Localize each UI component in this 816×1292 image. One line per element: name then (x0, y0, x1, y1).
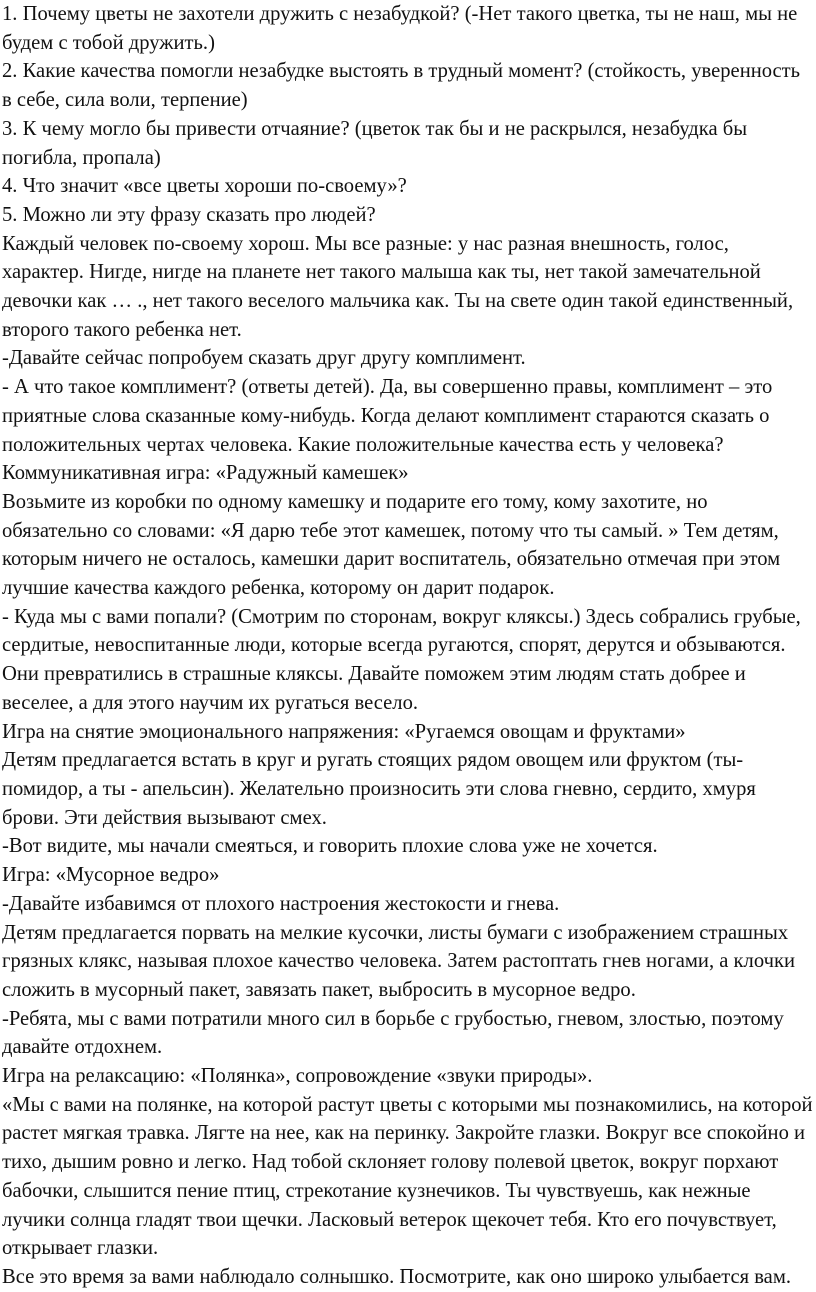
paragraph-compliment-intro: -Давайте сейчас попробуем сказать друг другу комплимент. (2, 347, 526, 370)
question-5: 5. Можно ли эту фразу сказать про людей? (2, 203, 376, 226)
paragraph-sun: Все это время за вами наблюдало солнышко. Посмотрите, как оно широко улыбается вам. (2, 1265, 791, 1288)
heading-game-vegetables: Игра на снятие эмоционального напряжения: «Ругаемся овощам и фруктами» (2, 720, 686, 743)
heading-game-meadow: Игра на релаксацию: «Полянка», сопровождение «звуки природы». (2, 1065, 593, 1088)
paragraph-vegetables: Детям предлагается встать в круг и ругать стоящих рядом овощем или фруктом (ты-помидор, а ты - апельсин). Желательно произносить эти слова гневно, сердито, хмуря брови. Эти действия вызывают смех. (2, 749, 756, 829)
question-3: 3. К чему могло бы привести отчаяние? (цветок так бы и не раскрылся, незабудка бы погибла, пропала) (2, 117, 748, 169)
paragraph-meadow: «Мы с вами на полянке, на которой растут цветы с которыми мы познакомились, на которой растет мягкая травка. Лягте на нее, как на перинку. Закройте глазки. Вокруг все спокойно и тихо, дышим ровно и легко. Над тобой склоняет голову полевой цветок, вокруг порхают бабочки, слышится пение птиц, стрекотание кузнечиков. Ты чувствуешь, как нежные лучики солнца гладят твои щечки. Ласковый ветерок щекочет тебя. Кто его почувствует, открывает глазки. (2, 1093, 813, 1260)
question-1: 1. Почему цветы не захотели дружить с незабудкой? (-Нет такого цветка, ты не наш, мы не будем с тобой дружить.) (2, 3, 798, 54)
paragraph-everyone-good: Каждый человек по-своему хорош. Мы все разные: у нас разная внешность, голос, характер. Нигде, нигде на планете нет такого малыша как ты, нет такой замечательной девочки как … ., нет такого веселого мальчика как. Ты на свете один такой единственный, второго такого ребенка нет. (2, 232, 794, 341)
paragraph-rainbow-pebble: Возьмите из коробки по одному камешку и подарите его тому, кому захотите, но обязательно со словами: «Я дарю тебе этот камешек, потому что ты самый. » Тем детям, которым ничего не осталось, камешки дарит воспитатель, обязательно отмечая при этом лучшие качества каждого ребенка, которому он дарит подарок. (2, 490, 781, 600)
paragraph-blots: - Куда мы с вами попали? (Смотрим по сторонам, вокруг кляксы.) Здесь собрались грубые, сердитые, невоспитанные люди, которые всегда ругаются, спорят, дерутся и обзываются. Они превратились в страшные кляксы. Давайте поможем этим людям стать добрее и веселее, а для этого научим их ругаться весело. (2, 605, 801, 714)
heading-game-trash-bin: Игра: «Мусорное ведро» (2, 864, 220, 887)
heading-game-rainbow-pebble: Коммуникативная игра: «Радужный камешек» (2, 462, 409, 485)
paragraph-compliment-definition: - А что такое комплимент? (ответы детей). Да, вы совершенно правы, комплимент – это приятные слова сказанные кому-нибудь. Когда делают комплимент стараются сказать о положительных чертах человека. Какие положительные качества есть у человека? (2, 376, 773, 456)
paragraph-tear-paper: Детям предлагается порвать на мелкие кусочки, листы бумаги с изображением страшных грязных клякс, называя плохое качество человека. Затем растоптать гнев ногами, а клочки сложить в мусорный пакет, завязать пакет, выбросить в мусорное ведро. (2, 921, 795, 1001)
question-4: 4. Что значит «все цветы хороши по-своему»? (2, 175, 407, 198)
question-2: 2. Какие качества помогли незабудке выстоять в трудный момент? (стойкость, уверенность в себе, сила воли, терпение) (2, 60, 801, 112)
paragraph-laughing: -Вот видите, мы начали смеяться, и говорить плохие слова уже не хочется. (2, 835, 658, 858)
paragraph-bad-mood: -Давайте избавимся от плохого настроения жестокости и гнева. (2, 892, 560, 915)
paragraph-rest: -Ребята, мы с вами потратили много сил в борьбе с грубостью, гневом, злостью, поэтому давайте отдохнем. (2, 1007, 784, 1059)
